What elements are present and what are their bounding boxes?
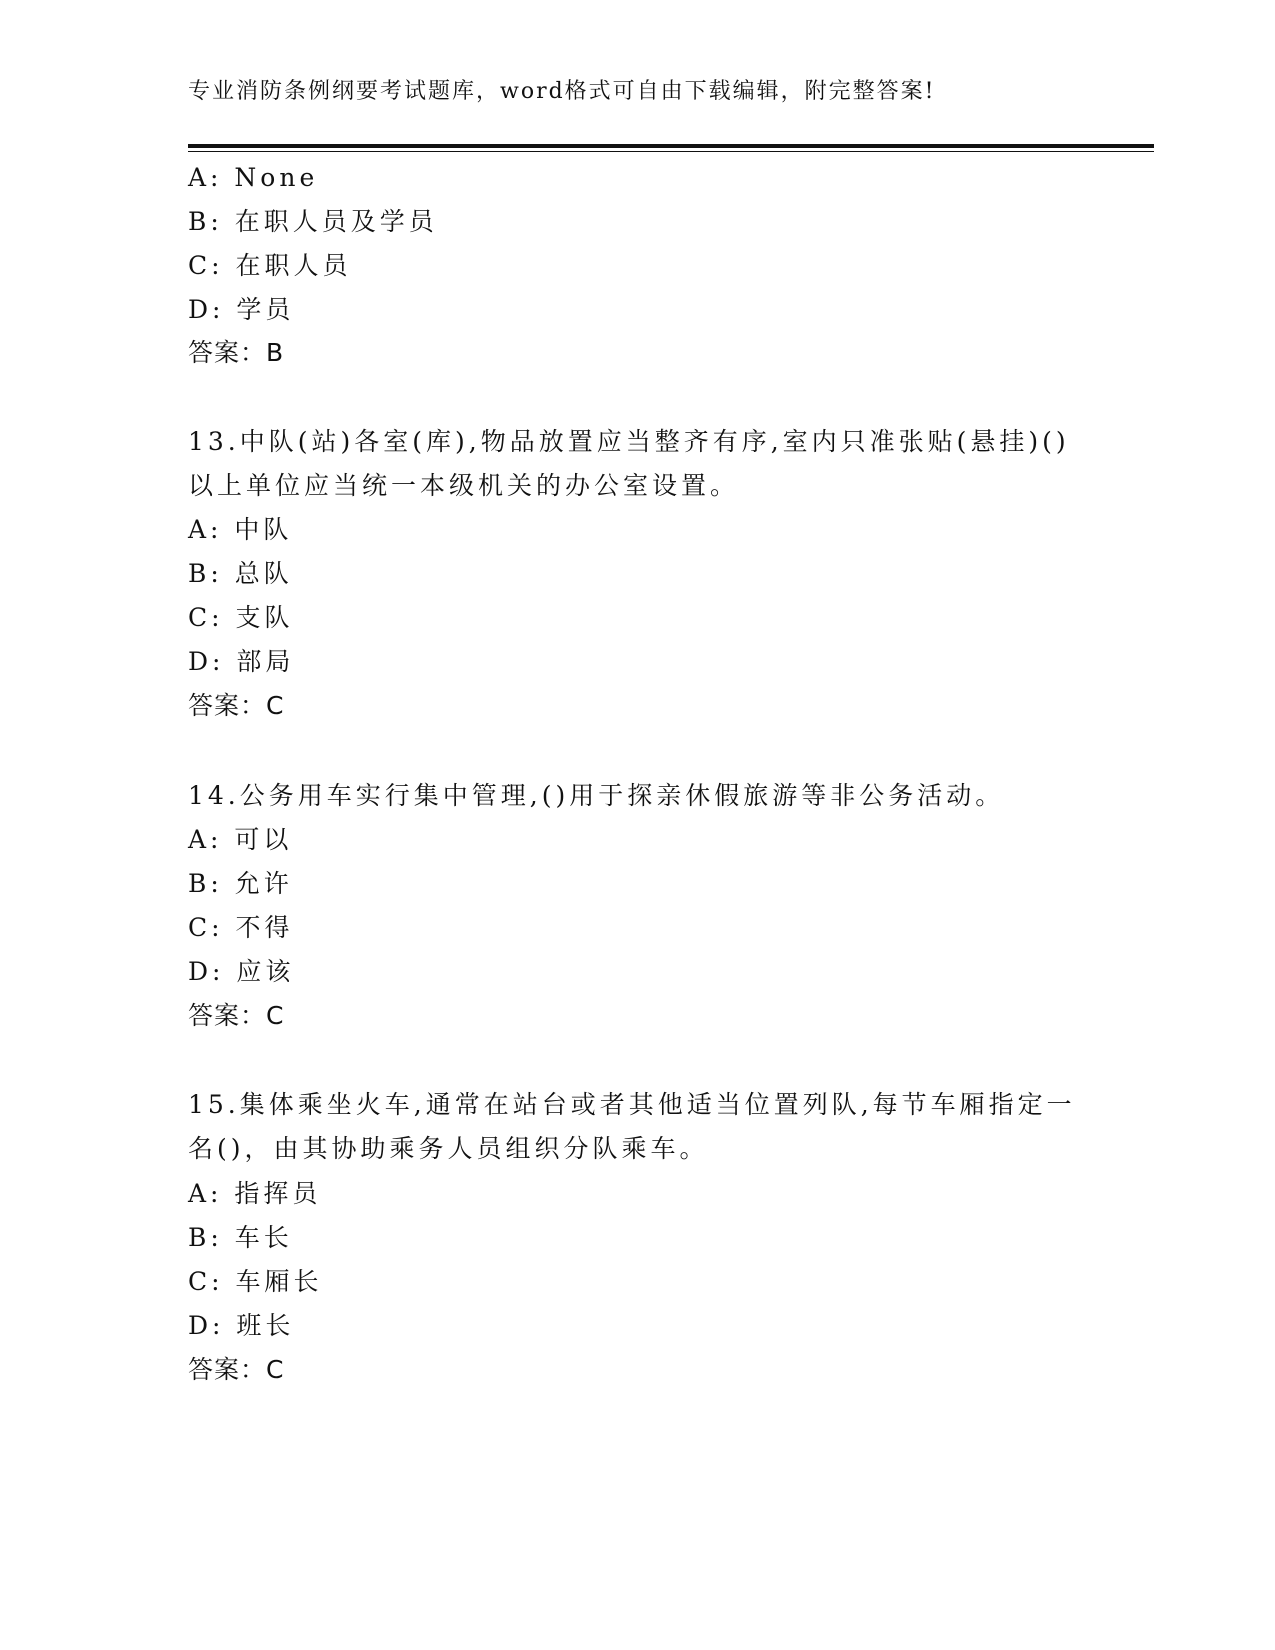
q14-option-a: A: 可以: [188, 825, 293, 854]
q15-answer: 答案：C: [188, 1355, 285, 1384]
q14-option-c: C: 不得: [188, 913, 294, 942]
q12-answer: 答案：B: [188, 338, 285, 367]
q15-option-d: D: 班长: [188, 1311, 295, 1340]
q14-stem-line-1: 14.公务用车实行集中管理,()用于探亲休假旅游等非公务活动。: [188, 781, 1005, 810]
q15-option-c: C: 车厢长: [188, 1267, 323, 1296]
q12-option-b: B: 在职人员及学员: [188, 207, 438, 236]
q15-stem-line-1: 15.集体乘坐火车,通常在站台或者其他适当位置列队,每节车厢指定一: [188, 1090, 1076, 1119]
q14-option-b: B: 允许: [188, 869, 293, 898]
q12-option-d: D: 学员: [188, 295, 295, 324]
q12-option-a: A: None: [188, 163, 319, 192]
q13-stem-line-2: 以上单位应当统一本级机关的办公室设置。: [188, 471, 740, 500]
q13-answer: 答案：C: [188, 691, 285, 720]
q13-option-d: D: 部局: [188, 647, 295, 676]
q13-option-a: A: 中队: [188, 515, 293, 544]
q15-option-a: A: 指挥员: [188, 1179, 322, 1208]
q14-answer: 答案：C: [188, 1001, 285, 1030]
header-rule-thin: [188, 151, 1154, 152]
q13-option-c: C: 支队: [188, 603, 294, 632]
q13-option-b: B: 总队: [188, 559, 293, 588]
q14-option-d: D: 应该: [188, 957, 295, 986]
page-header: 专业消防条例纲要考试题库，word格式可自由下载编辑，附完整答案!: [188, 79, 936, 104]
q15-option-b: B: 车长: [188, 1223, 293, 1252]
q15-stem-line-2: 名()，由其协助乘务人员组织分队乘车。: [188, 1134, 709, 1163]
q12-option-c: C: 在职人员: [188, 251, 352, 280]
q13-stem-line-1: 13.中队(站)各室(库),物品放置应当整齐有序,室内只准张贴(悬挂)(): [188, 427, 1070, 456]
header-rule-thick: [188, 144, 1154, 148]
